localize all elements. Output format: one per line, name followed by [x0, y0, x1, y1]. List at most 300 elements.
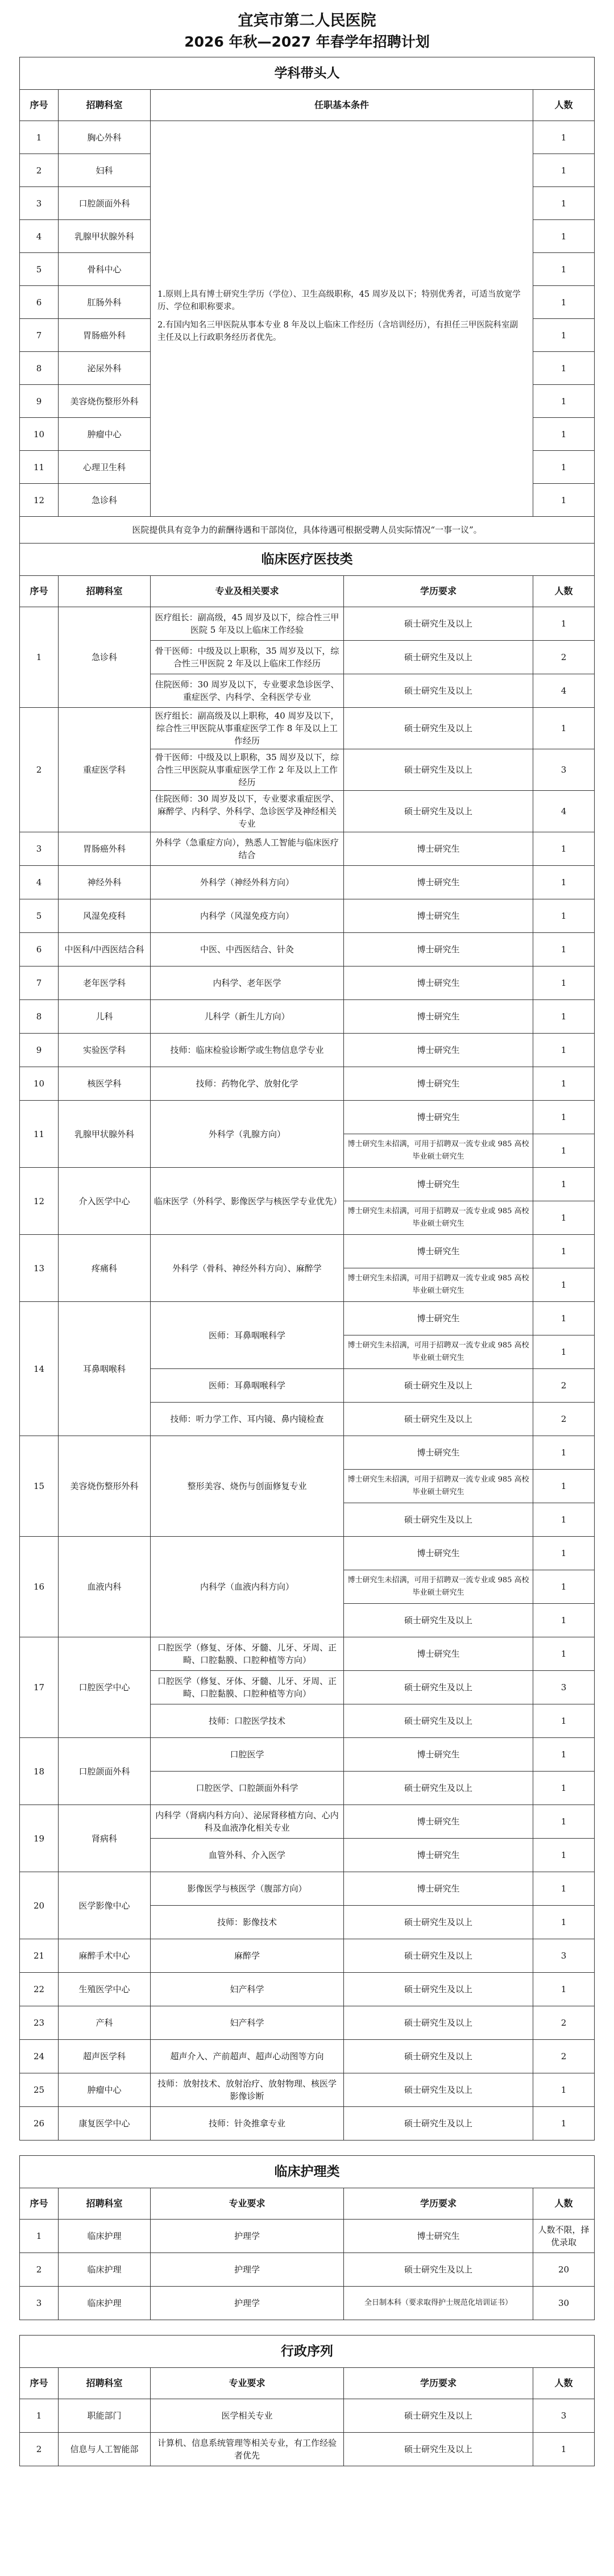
department-name: 泌尿外科 [59, 352, 151, 385]
department-name: 神经外科 [59, 866, 151, 899]
row-number: 5 [20, 253, 59, 286]
headcount: 3 [533, 749, 594, 791]
leaders-section-title: 学科带头人 [20, 57, 595, 90]
leaders-note: 医院提供具有竞争力的薪酬待遇和干部岗位，具体待遇可根据受聘人员实际情况“一事一议”。 [20, 517, 595, 544]
requirement: 临床医学（外科学、影像医学与核医学专业优先） [151, 1168, 344, 1235]
education-requirement: 硕士研究生及以上 [344, 607, 533, 641]
table-row [20, 1939, 595, 1973]
col-header-conditions: 任职基本条件 [151, 90, 533, 121]
headcount: 4 [533, 674, 594, 708]
headcount: 1 [533, 1034, 594, 1067]
headcount: 4 [533, 791, 594, 832]
education-requirement: 博士研究生未招满，可用于招聘双一流专业或 985 高校毕业硕士研究生 [344, 1335, 533, 1369]
col-header-no: 序号 [20, 2188, 59, 2220]
requirement: 技师：针灸推拿专业 [151, 2107, 344, 2141]
table-row [20, 2287, 595, 2320]
table-row [20, 121, 595, 154]
headcount: 1 [533, 1335, 594, 1369]
requirement: 内科学（肾病内科方向）、泌尿肾移植方向、心内科及血液净化相关专业 [151, 1805, 344, 1839]
nursing-section-title: 临床护理类 [20, 2156, 595, 2188]
leaders-table [19, 57, 595, 544]
row-number: 9 [20, 385, 59, 418]
headcount: 1 [533, 1268, 594, 1302]
nursing-table [19, 2155, 595, 2320]
col-header-count: 人数 [533, 2368, 595, 2399]
education-requirement: 硕士研究生及以上 [344, 1939, 533, 1973]
requirement: 血管外科、介入医学 [151, 1839, 344, 1872]
requirement: 外科学（骨科、神经外科方向）、麻醉学 [151, 1235, 344, 1302]
row-number: 1 [20, 121, 59, 154]
row-number: 2 [20, 2253, 59, 2287]
col-header-dept: 招聘科室 [59, 576, 151, 607]
row-number: 8 [20, 1000, 59, 1034]
row-number: 22 [20, 1973, 59, 2006]
requirement: 骨干医师：中级及以上职称，35 周岁及以下，综合性三甲医院从事重症医学工作 2 年及以上工作经历 [151, 749, 344, 791]
education-requirement: 硕士研究生及以上 [344, 2073, 533, 2107]
education-requirement: 博士研究生 [344, 1034, 533, 1067]
education-requirement: 博士研究生 [344, 1302, 533, 1335]
headcount: 20 [533, 2253, 594, 2287]
row-number: 26 [20, 2107, 59, 2141]
headcount: 1 [533, 154, 595, 187]
requirement: 技师：药物化学、放射化学 [151, 1067, 344, 1101]
department-name: 疼痛科 [59, 1235, 151, 1302]
requirement: 口腔医学、口腔颌面外科学 [151, 1772, 344, 1805]
requirement: 中医、中西医结合、针灸 [151, 933, 344, 966]
document-title: 宜宾市第二人民医院 [238, 12, 376, 30]
education-requirement: 硕士研究生及以上 [344, 2433, 533, 2466]
col-header-count: 人数 [533, 90, 595, 121]
row-number: 7 [20, 319, 59, 352]
education-requirement: 硕士研究生及以上 [344, 2040, 533, 2073]
col-header-count: 人数 [533, 2188, 594, 2220]
education-requirement: 博士研究生未招满，可用于招聘双一流专业或 985 高校毕业硕士研究生 [344, 1570, 533, 1604]
education-requirement: 博士研究生 [344, 1000, 533, 1034]
table-row [20, 607, 595, 641]
headcount: 2 [533, 641, 594, 674]
table-row [20, 1168, 595, 1201]
headcount: 1 [533, 899, 594, 933]
headcount: 1 [533, 385, 595, 418]
table-row [20, 1436, 595, 1470]
row-number: 10 [20, 418, 59, 451]
headcount: 1 [533, 484, 595, 517]
requirement: 儿科学（新生儿方向） [151, 1000, 344, 1034]
conditions-cell [151, 121, 533, 517]
requirement: 口腔医学 [151, 1738, 344, 1772]
education-requirement: 博士研究生 [344, 1168, 533, 1201]
col-header-dept: 招聘科室 [59, 2368, 151, 2399]
headcount: 1 [533, 1067, 594, 1101]
department-name: 血液内科 [59, 1537, 151, 1637]
row-number: 11 [20, 451, 59, 484]
col-header-requirements: 专业要求 [151, 2368, 344, 2399]
education-requirement: 博士研究生 [344, 1235, 533, 1268]
department-name: 老年医学科 [59, 966, 151, 1000]
education-requirement: 博士研究生未招满，可用于招聘双一流专业或 985 高校毕业硕士研究生 [344, 1268, 533, 1302]
headcount: 1 [533, 1738, 594, 1772]
department-name: 心理卫生科 [59, 451, 151, 484]
row-number: 16 [20, 1537, 59, 1637]
table-row [20, 966, 595, 1000]
row-number: 3 [20, 187, 59, 220]
admin-section-title: 行政序列 [20, 2336, 595, 2368]
headcount: 1 [533, 352, 595, 385]
row-number: 6 [20, 933, 59, 966]
education-requirement: 硕士研究生及以上 [344, 2107, 533, 2141]
requirement: 技师：放射技术、放射治疗、放射物理、核医学影像诊断 [151, 2073, 344, 2107]
headcount: 1 [533, 1000, 594, 1034]
headcount: 1 [533, 2433, 595, 2466]
education-requirement: 博士研究生未招满，可用于招聘双一流专业或 985 高校毕业硕士研究生 [344, 1470, 533, 1503]
headcount: 1 [533, 1704, 594, 1738]
education-requirement: 硕士研究生及以上 [344, 1906, 533, 1939]
requirement: 护理学 [151, 2220, 344, 2253]
col-header-dept: 招聘科室 [59, 90, 151, 121]
requirement: 护理学 [151, 2253, 344, 2287]
education-requirement: 硕士研究生及以上 [344, 2006, 533, 2040]
table-row [20, 2040, 595, 2073]
condition-item: 2.有国内知名三甲医院从事本专业 8 年及以上临床工作经历（含培训经历），有担任三甲医院科室副主任及以上行政职务经历者优先。 [157, 320, 518, 342]
requirement: 住院医师：30 周岁及以下，专业要求重症医学、麻醉学、内科学、外科学、急诊医学及神经相关专业 [151, 791, 344, 832]
row-number: 8 [20, 352, 59, 385]
row-number: 25 [20, 2073, 59, 2107]
headcount: 3 [533, 1671, 594, 1704]
row-number: 23 [20, 2006, 59, 2040]
row-number: 12 [20, 484, 59, 517]
table-row [20, 1872, 595, 1906]
col-header-education: 学历要求 [344, 2368, 533, 2399]
headcount: 1 [533, 1134, 594, 1168]
education-requirement: 博士研究生 [344, 899, 533, 933]
col-header-count: 人数 [533, 576, 594, 607]
education-requirement: 硕士研究生及以上 [344, 1704, 533, 1738]
headcount: 1 [533, 1839, 594, 1872]
education-requirement: 博士研究生 [344, 1738, 533, 1772]
headcount: 人数不限，择优录取 [533, 2220, 594, 2253]
headcount: 1 [533, 1235, 594, 1268]
table-row [20, 899, 595, 933]
row-number: 14 [20, 1302, 59, 1436]
department-name: 急诊科 [59, 607, 151, 708]
department-name: 口腔颌面外科 [59, 1738, 151, 1805]
headcount: 1 [533, 1201, 594, 1235]
requirement: 医师：耳鼻咽喉科学 [151, 1369, 344, 1403]
headcount: 1 [533, 1101, 594, 1134]
department-name: 核医学科 [59, 1067, 151, 1101]
department-name: 美容烧伤整形外科 [59, 385, 151, 418]
education-requirement: 硕士研究生及以上 [344, 1772, 533, 1805]
table-row [20, 1034, 595, 1067]
col-header-no: 序号 [20, 2368, 59, 2399]
requirement: 护理学 [151, 2287, 344, 2320]
headcount: 1 [533, 1973, 594, 2006]
requirement: 医疗组长：副高级及以上职称，40 周岁及以下，综合性三甲医院从事重症医学工作 8 年及以上工作经历 [151, 708, 344, 749]
row-number: 3 [20, 832, 59, 866]
row-number: 4 [20, 220, 59, 253]
requirement: 口腔医学（修复、牙体、牙髓、儿牙、牙周、正畸、口腔黏膜、口腔种植等方向） [151, 1637, 344, 1671]
table-row [20, 832, 595, 866]
row-number: 1 [20, 607, 59, 708]
table-row [20, 2220, 595, 2253]
table-row [20, 1302, 595, 1335]
department-name: 实验医学科 [59, 1034, 151, 1067]
requirement: 医学相关专业 [151, 2399, 344, 2433]
department-name: 中医科/中西医结合科 [59, 933, 151, 966]
department-name: 临床护理 [59, 2287, 151, 2320]
table-row [20, 2399, 595, 2433]
department-name: 耳鼻咽喉科 [59, 1302, 151, 1436]
row-number: 19 [20, 1805, 59, 1872]
education-requirement: 硕士研究生及以上 [344, 1604, 533, 1637]
requirement: 外科学（神经外科方向） [151, 866, 344, 899]
headcount: 1 [533, 253, 595, 286]
table-row [20, 1805, 595, 1839]
headcount: 3 [533, 2399, 595, 2433]
col-header-no: 序号 [20, 90, 59, 121]
headcount: 1 [533, 832, 594, 866]
requirement: 口腔医学（修复、牙体、牙髓、儿牙、牙周、正畸、口腔黏膜、口腔种植等方向） [151, 1671, 344, 1704]
education-requirement: 硕士研究生及以上 [344, 1403, 533, 1436]
headcount: 1 [533, 1805, 594, 1839]
headcount: 3 [533, 1939, 594, 1973]
education-requirement: 博士研究生 [344, 1839, 533, 1872]
education-requirement: 硕士研究生及以上 [344, 674, 533, 708]
table-row [20, 2073, 595, 2107]
row-number: 5 [20, 899, 59, 933]
requirement: 麻醉学 [151, 1939, 344, 1973]
row-number: 13 [20, 1235, 59, 1302]
requirement: 整形美容、烧伤与创面修复专业 [151, 1436, 344, 1537]
department-name: 职能部门 [59, 2399, 151, 2433]
department-name: 超声医学科 [59, 2040, 151, 2073]
education-requirement: 博士研究生 [344, 933, 533, 966]
education-requirement: 博士研究生未招满，可用于招聘双一流专业或 985 高校毕业硕士研究生 [344, 1201, 533, 1235]
headcount: 1 [533, 1604, 594, 1637]
department-name: 生殖医学中心 [59, 1973, 151, 2006]
row-number: 20 [20, 1872, 59, 1939]
department-name: 肛肠外科 [59, 286, 151, 319]
headcount: 1 [533, 933, 594, 966]
requirement: 技师：听力学工作、耳内镜、鼻内镜检查 [151, 1403, 344, 1436]
headcount: 1 [533, 607, 594, 641]
row-number: 4 [20, 866, 59, 899]
education-requirement: 博士研究生 [344, 1805, 533, 1839]
department-name: 介入医学中心 [59, 1168, 151, 1235]
col-header-education: 学历要求 [344, 2188, 533, 2220]
headcount: 1 [533, 418, 595, 451]
headcount: 1 [533, 319, 595, 352]
department-name: 医学影像中心 [59, 1872, 151, 1939]
row-number: 17 [20, 1637, 59, 1738]
table-row [20, 1235, 595, 1268]
table-row [20, 2433, 595, 2466]
headcount: 1 [533, 1436, 594, 1470]
education-requirement: 硕士研究生及以上 [344, 708, 533, 749]
education-requirement: 硕士研究生及以上 [344, 641, 533, 674]
headcount: 1 [533, 187, 595, 220]
row-number: 2 [20, 2433, 59, 2466]
department-name: 骨科中心 [59, 253, 151, 286]
table-row [20, 866, 595, 899]
education-requirement: 硕士研究生及以上 [344, 1671, 533, 1704]
row-number: 2 [20, 708, 59, 832]
department-name: 肿瘤中心 [59, 418, 151, 451]
department-name: 胸心外科 [59, 121, 151, 154]
education-requirement: 博士研究生 [344, 1067, 533, 1101]
table-row [20, 1101, 595, 1134]
department-name: 乳腺甲状腺外科 [59, 1101, 151, 1168]
row-number: 1 [20, 2220, 59, 2253]
department-name: 信息与人工智能部 [59, 2433, 151, 2466]
row-number: 11 [20, 1101, 59, 1168]
col-header-requirements: 专业要求 [151, 2188, 344, 2220]
row-number: 1 [20, 2399, 59, 2433]
headcount: 1 [533, 1470, 594, 1503]
education-requirement: 博士研究生 [344, 966, 533, 1000]
education-requirement: 博士研究生 [344, 1101, 533, 1134]
headcount: 30 [533, 2287, 594, 2320]
table-row [20, 933, 595, 966]
department-name: 急诊科 [59, 484, 151, 517]
col-header-dept: 招聘科室 [59, 2188, 151, 2220]
requirement: 内科学（风湿免疫方向） [151, 899, 344, 933]
row-number: 7 [20, 966, 59, 1000]
requirement: 骨干医师：中级及以上职称，35 周岁及以下，综合性三甲医院 2 年及以上临床工作经历 [151, 641, 344, 674]
requirement: 计算机、信息系统管理等相关专业，有工作经验者优先 [151, 2433, 344, 2466]
requirement: 外科学（急重症方向），熟悉人工智能与临床医疗结合 [151, 832, 344, 866]
headcount: 1 [533, 1302, 594, 1335]
department-name: 肾病科 [59, 1805, 151, 1872]
education-requirement: 博士研究生 [344, 832, 533, 866]
department-name: 麻醉手术中心 [59, 1939, 151, 1973]
headcount: 1 [533, 1570, 594, 1604]
department-name: 风湿免疫科 [59, 899, 151, 933]
headcount: 1 [533, 121, 595, 154]
table-row [20, 1637, 595, 1671]
row-number: 18 [20, 1738, 59, 1805]
headcount: 1 [533, 286, 595, 319]
headcount: 1 [533, 866, 594, 899]
headcount: 2 [533, 1403, 594, 1436]
table-row [20, 708, 595, 749]
requirement: 内科学、老年医学 [151, 966, 344, 1000]
row-number: 21 [20, 1939, 59, 1973]
department-name: 乳腺甲状腺外科 [59, 220, 151, 253]
leaders-note-row [20, 517, 595, 544]
condition-item: 1.原则上具有博士研究生学历（学位）、卫生高级职称，45 周岁及以下；特别优秀者，可适当放宽学历、学位和职称要求。 [157, 289, 521, 312]
headcount: 1 [533, 708, 594, 749]
education-requirement: 博士研究生 [344, 1637, 533, 1671]
headcount: 1 [533, 1168, 594, 1201]
clinical-table [19, 543, 595, 2141]
table-row [20, 1537, 595, 1570]
requirement: 外科学（乳腺方向） [151, 1101, 344, 1168]
education-requirement: 硕士研究生及以上 [344, 1369, 533, 1403]
row-number: 24 [20, 2040, 59, 2073]
requirement: 医疗组长：副高级，45 周岁及以下，综合性三甲医院 5 年及以上临床工作经验 [151, 607, 344, 641]
education-requirement: 博士研究生 [344, 866, 533, 899]
department-name: 临床护理 [59, 2220, 151, 2253]
education-requirement: 博士研究生 [344, 1537, 533, 1570]
row-number: 10 [20, 1067, 59, 1101]
education-requirement: 博士研究生 [344, 1436, 533, 1470]
headcount: 2 [533, 2006, 594, 2040]
row-number: 15 [20, 1436, 59, 1537]
requirement: 技师：影像技术 [151, 1906, 344, 1939]
requirement: 技师：口腔医学技术 [151, 1704, 344, 1738]
department-name: 康复医学中心 [59, 2107, 151, 2141]
headcount: 1 [533, 966, 594, 1000]
headcount: 1 [533, 2073, 594, 2107]
requirement: 医师：耳鼻咽喉科学 [151, 1302, 344, 1369]
col-header-requirements: 专业及相关要求 [151, 576, 344, 607]
department-name: 妇科 [59, 154, 151, 187]
department-name: 美容烧伤整形外科 [59, 1436, 151, 1537]
department-name: 儿科 [59, 1000, 151, 1034]
row-number: 9 [20, 1034, 59, 1067]
education-requirement: 博士研究生未招满，可用于招聘双一流专业或 985 高校毕业硕士研究生 [344, 1134, 533, 1168]
headcount: 1 [533, 1906, 594, 1939]
education-requirement: 硕士研究生及以上 [344, 791, 533, 832]
education-requirement: 硕士研究生及以上 [344, 2399, 533, 2433]
clinical-section-title: 临床医疗医技类 [20, 544, 595, 576]
col-header-education: 学历要求 [344, 576, 533, 607]
department-name: 胃肠癌外科 [59, 832, 151, 866]
department-name: 产科 [59, 2006, 151, 2040]
requirement: 妇产科学 [151, 1973, 344, 2006]
education-requirement: 硕士研究生及以上 [344, 2253, 533, 2287]
table-row [20, 2107, 595, 2141]
document-subtitle: 2026 年秋—2027 年春学年招聘计划 [184, 34, 430, 50]
row-number: 3 [20, 2287, 59, 2320]
headcount: 2 [533, 1369, 594, 1403]
admin-table [19, 2335, 595, 2466]
table-row [20, 1738, 595, 1772]
requirement: 超声介入、产前超声、超声心动图等方向 [151, 2040, 344, 2073]
department-name: 临床护理 [59, 2253, 151, 2287]
headcount: 1 [533, 1537, 594, 1570]
table-row [20, 2253, 595, 2287]
row-number: 6 [20, 286, 59, 319]
department-name: 口腔颌面外科 [59, 187, 151, 220]
headcount: 2 [533, 2040, 594, 2073]
education-requirement: 硕士研究生及以上 [344, 749, 533, 791]
requirement: 住院医师：30 周岁及以下，专业要求急诊医学、重症医学、内科学、全科医学专业 [151, 674, 344, 708]
department-name: 肿瘤中心 [59, 2073, 151, 2107]
headcount: 1 [533, 1637, 594, 1671]
requirement: 妇产科学 [151, 2006, 344, 2040]
education-requirement: 全日制本科（要求取得护士规范化培训证书） [344, 2287, 533, 2320]
row-number: 2 [20, 154, 59, 187]
education-requirement: 硕士研究生及以上 [344, 1503, 533, 1537]
headcount: 1 [533, 1503, 594, 1537]
headcount: 1 [533, 1872, 594, 1906]
headcount: 1 [533, 2107, 594, 2141]
education-requirement: 博士研究生 [344, 2220, 533, 2253]
department-name: 口腔医学中心 [59, 1637, 151, 1738]
headcount: 1 [533, 220, 595, 253]
table-row [20, 2006, 595, 2040]
col-header-no: 序号 [20, 576, 59, 607]
requirement: 内科学（血液内科方向） [151, 1537, 344, 1637]
education-requirement: 硕士研究生及以上 [344, 1973, 533, 2006]
row-number: 12 [20, 1168, 59, 1235]
requirement: 技师：临床检验诊断学或生物信息学专业 [151, 1034, 344, 1067]
headcount: 1 [533, 451, 595, 484]
department-name: 重症医学科 [59, 708, 151, 832]
headcount: 1 [533, 1772, 594, 1805]
